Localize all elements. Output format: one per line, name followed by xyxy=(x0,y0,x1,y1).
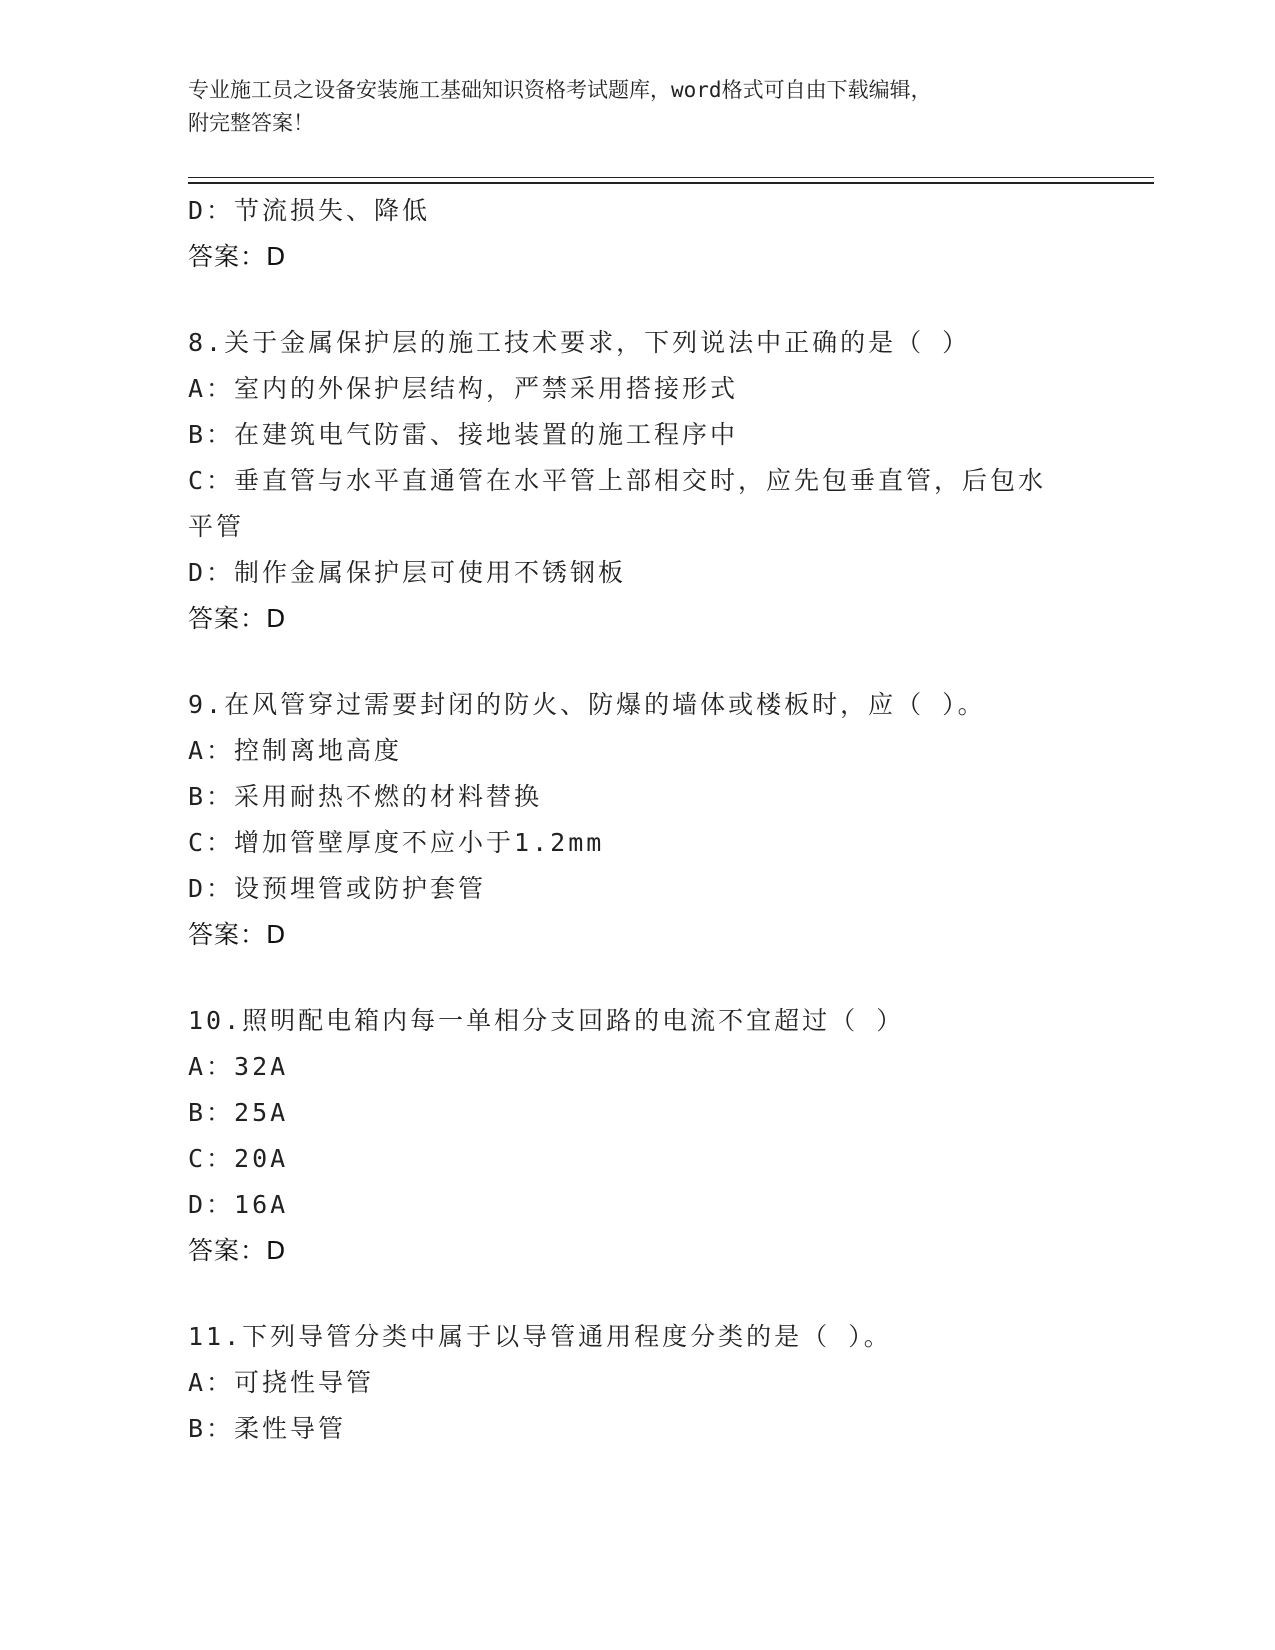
option-a: A：控制离地高度 xyxy=(188,736,403,765)
option-c: C：增加管壁厚度不应小于1.2mm xyxy=(188,828,605,857)
option-b: B：在建筑电气防雷、接地装置的施工程序中 xyxy=(188,420,739,449)
header-line-2: 附完整答案！ xyxy=(188,111,314,135)
option-a: A：室内的外保护层结构，严禁采用搭接形式 xyxy=(188,374,739,403)
option-b: B：柔性导管 xyxy=(188,1414,347,1443)
answer: 答案：D xyxy=(188,604,287,633)
header-divider-bottom xyxy=(188,182,1154,184)
option-c: C：垂直管与水平直通管在水平管上部相交时，应先包垂直管，后包水 xyxy=(188,466,1047,495)
question-list xyxy=(188,188,1088,1452)
answer: 答案：D xyxy=(188,242,287,271)
option-d: D：16A xyxy=(188,1190,289,1219)
question-11 xyxy=(188,1314,1088,1452)
option-d: D：节流损失、降低 xyxy=(188,196,431,225)
question-fragment xyxy=(188,188,1088,280)
question-stem: 8.关于金属保护层的施工技术要求，下列说法中正确的是（ ） xyxy=(188,328,971,357)
document-header xyxy=(188,74,1088,140)
answer: 答案：D xyxy=(188,1236,287,1265)
answer: 答案：D xyxy=(188,920,287,949)
question-10 xyxy=(188,998,1088,1274)
question-stem: 9.在风管穿过需要封闭的防火、防爆的墙体或楼板时，应（ ）。 xyxy=(188,690,986,719)
header-divider-top xyxy=(188,177,1154,178)
option-c-continued: 平管 xyxy=(188,512,245,541)
question-8 xyxy=(188,320,1088,642)
option-d: D：设预埋管或防护套管 xyxy=(188,874,487,903)
question-stem: 11.下列导管分类中属于以导管通用程度分类的是（ ）。 xyxy=(188,1322,892,1351)
option-c: C：20A xyxy=(188,1144,289,1173)
question-stem: 10.照明配电箱内每一单相分支回路的电流不宜超过（ ） xyxy=(188,1006,905,1035)
option-b: B：25A xyxy=(188,1098,289,1127)
option-a: A：可挠性导管 xyxy=(188,1368,375,1397)
option-d: D：制作金属保护层可使用不锈钢板 xyxy=(188,558,627,587)
option-a: A：32A xyxy=(188,1052,289,1081)
header-line-1: 专业施工员之设备安装施工基础知识资格考试题库，word格式可自由下载编辑， xyxy=(188,78,932,102)
question-9 xyxy=(188,682,1088,958)
option-b: B：采用耐热不燃的材料替换 xyxy=(188,782,543,811)
